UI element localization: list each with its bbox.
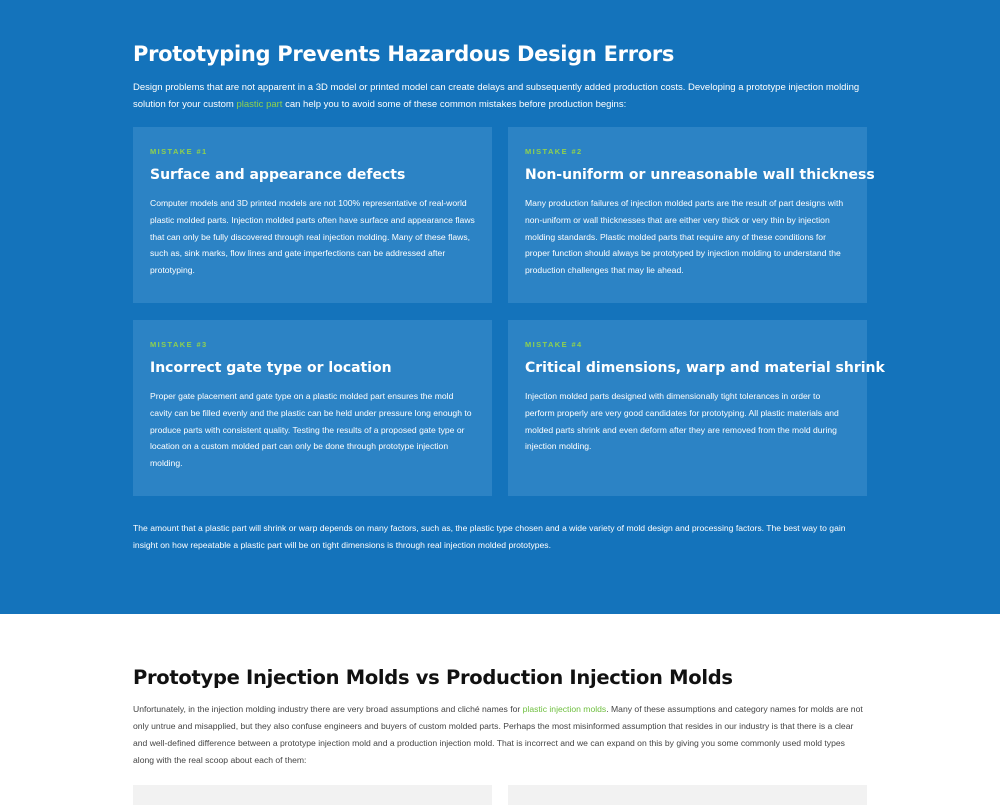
mistake-body: Computer models and 3D printed models are not 100% representative of real-world plastic molded parts. Injection molded parts often have surface and appearance flaws that can only be fully discovered through real injection molding. Many of these flaws, such as, sink marks, flow lines and gate imperfections can be addressed after prototyping. [150, 198, 475, 276]
mistake-title: Non-uniform or unreasonable wall thickness [525, 167, 875, 183]
molds-section-intro [133, 701, 867, 769]
mistake-card-3 [133, 320, 492, 496]
intro-text: Unfortunately, in the injection molding industry there are very broad assumptions and cliché names for [133, 704, 523, 714]
intro-text-end: can help you to avoid some of these common mistakes before production begins: [282, 99, 627, 110]
mistake-tag: MISTAKE #2 [525, 147, 583, 156]
molds-section-title: Prototype Injection Molds vs Production Injection Molds [133, 666, 733, 689]
mistake-body: Injection molded parts designed with dimensionally tight tolerances in order to perform properly are very good candidates for prototyping. All plastic materials and molded parts shrink and even deform after they are removed from the mold during injection molding. [525, 391, 839, 452]
mold-type-card-left [133, 785, 492, 805]
mistake-title: Critical dimensions, warp and material shrink [525, 360, 885, 376]
intro-text: Design problems that are not apparent in a 3D model or printed model can create delays and subsequently added production costs. Developing a prototype injection molding solution for your custom [133, 82, 860, 110]
mistake-card-2 [508, 127, 875, 303]
mistake-card-1 [133, 127, 492, 303]
plastic-part-link[interactable]: plastic part [236, 99, 283, 110]
section-intro [133, 79, 867, 113]
mistake-tag: MISTAKE #1 [150, 147, 208, 156]
mistake-body: Many production failures of injection molded parts are the result of part designs with non-uniform or wall thicknesses that are either very thick or very thin by injection molding standards. Plastic molded parts that require any of these conditions for proper function should always be prototyped by injection molding to understand the production challenges that may lie ahead. [525, 198, 844, 276]
section-outro: The amount that a plastic part will shrink or warp depends on many factors, such as, the plastic type chosen and a wide variety of mold design and processing factors. The best way to gain insight on how repeatable a plastic part will be on tight dimensions is through real injection molded prototypes. [133, 523, 846, 550]
intro-text-end: . Many of these assumptions and category names for molds are not only untrue and misapplied, but they also confuse engineers and buyers of custom molded parts. Perhaps the most misinformed assumption that resides in our industry is that there is a clear and well-defined difference between a prototype injection mold and a production injection mold. That is incorrect and we can expand on this by giving you some commonly used mold types along with the real scoop about each of them: [133, 704, 863, 765]
mistake-body: Proper gate placement and gate type on a plastic molded part ensures the mold cavity can be filled evenly and the plastic can be held under pressure long enough to produce parts with consistent quality. Testing the results of a proposed gate type or location on a custom molded part can only be done through prototype injection molding. [150, 391, 472, 469]
plastic-injection-molds-link[interactable]: plastic injection molds [522, 704, 607, 714]
mistake-card-4 [508, 320, 885, 496]
mistake-title: Surface and appearance defects [150, 167, 406, 183]
mistake-title: Incorrect gate type or location [150, 360, 392, 376]
mistake-tag: MISTAKE #4 [525, 340, 583, 349]
section-title: Prototyping Prevents Hazardous Design Errors [133, 42, 675, 66]
mistake-tag: MISTAKE #3 [150, 340, 208, 349]
mold-type-card-right [508, 785, 867, 805]
